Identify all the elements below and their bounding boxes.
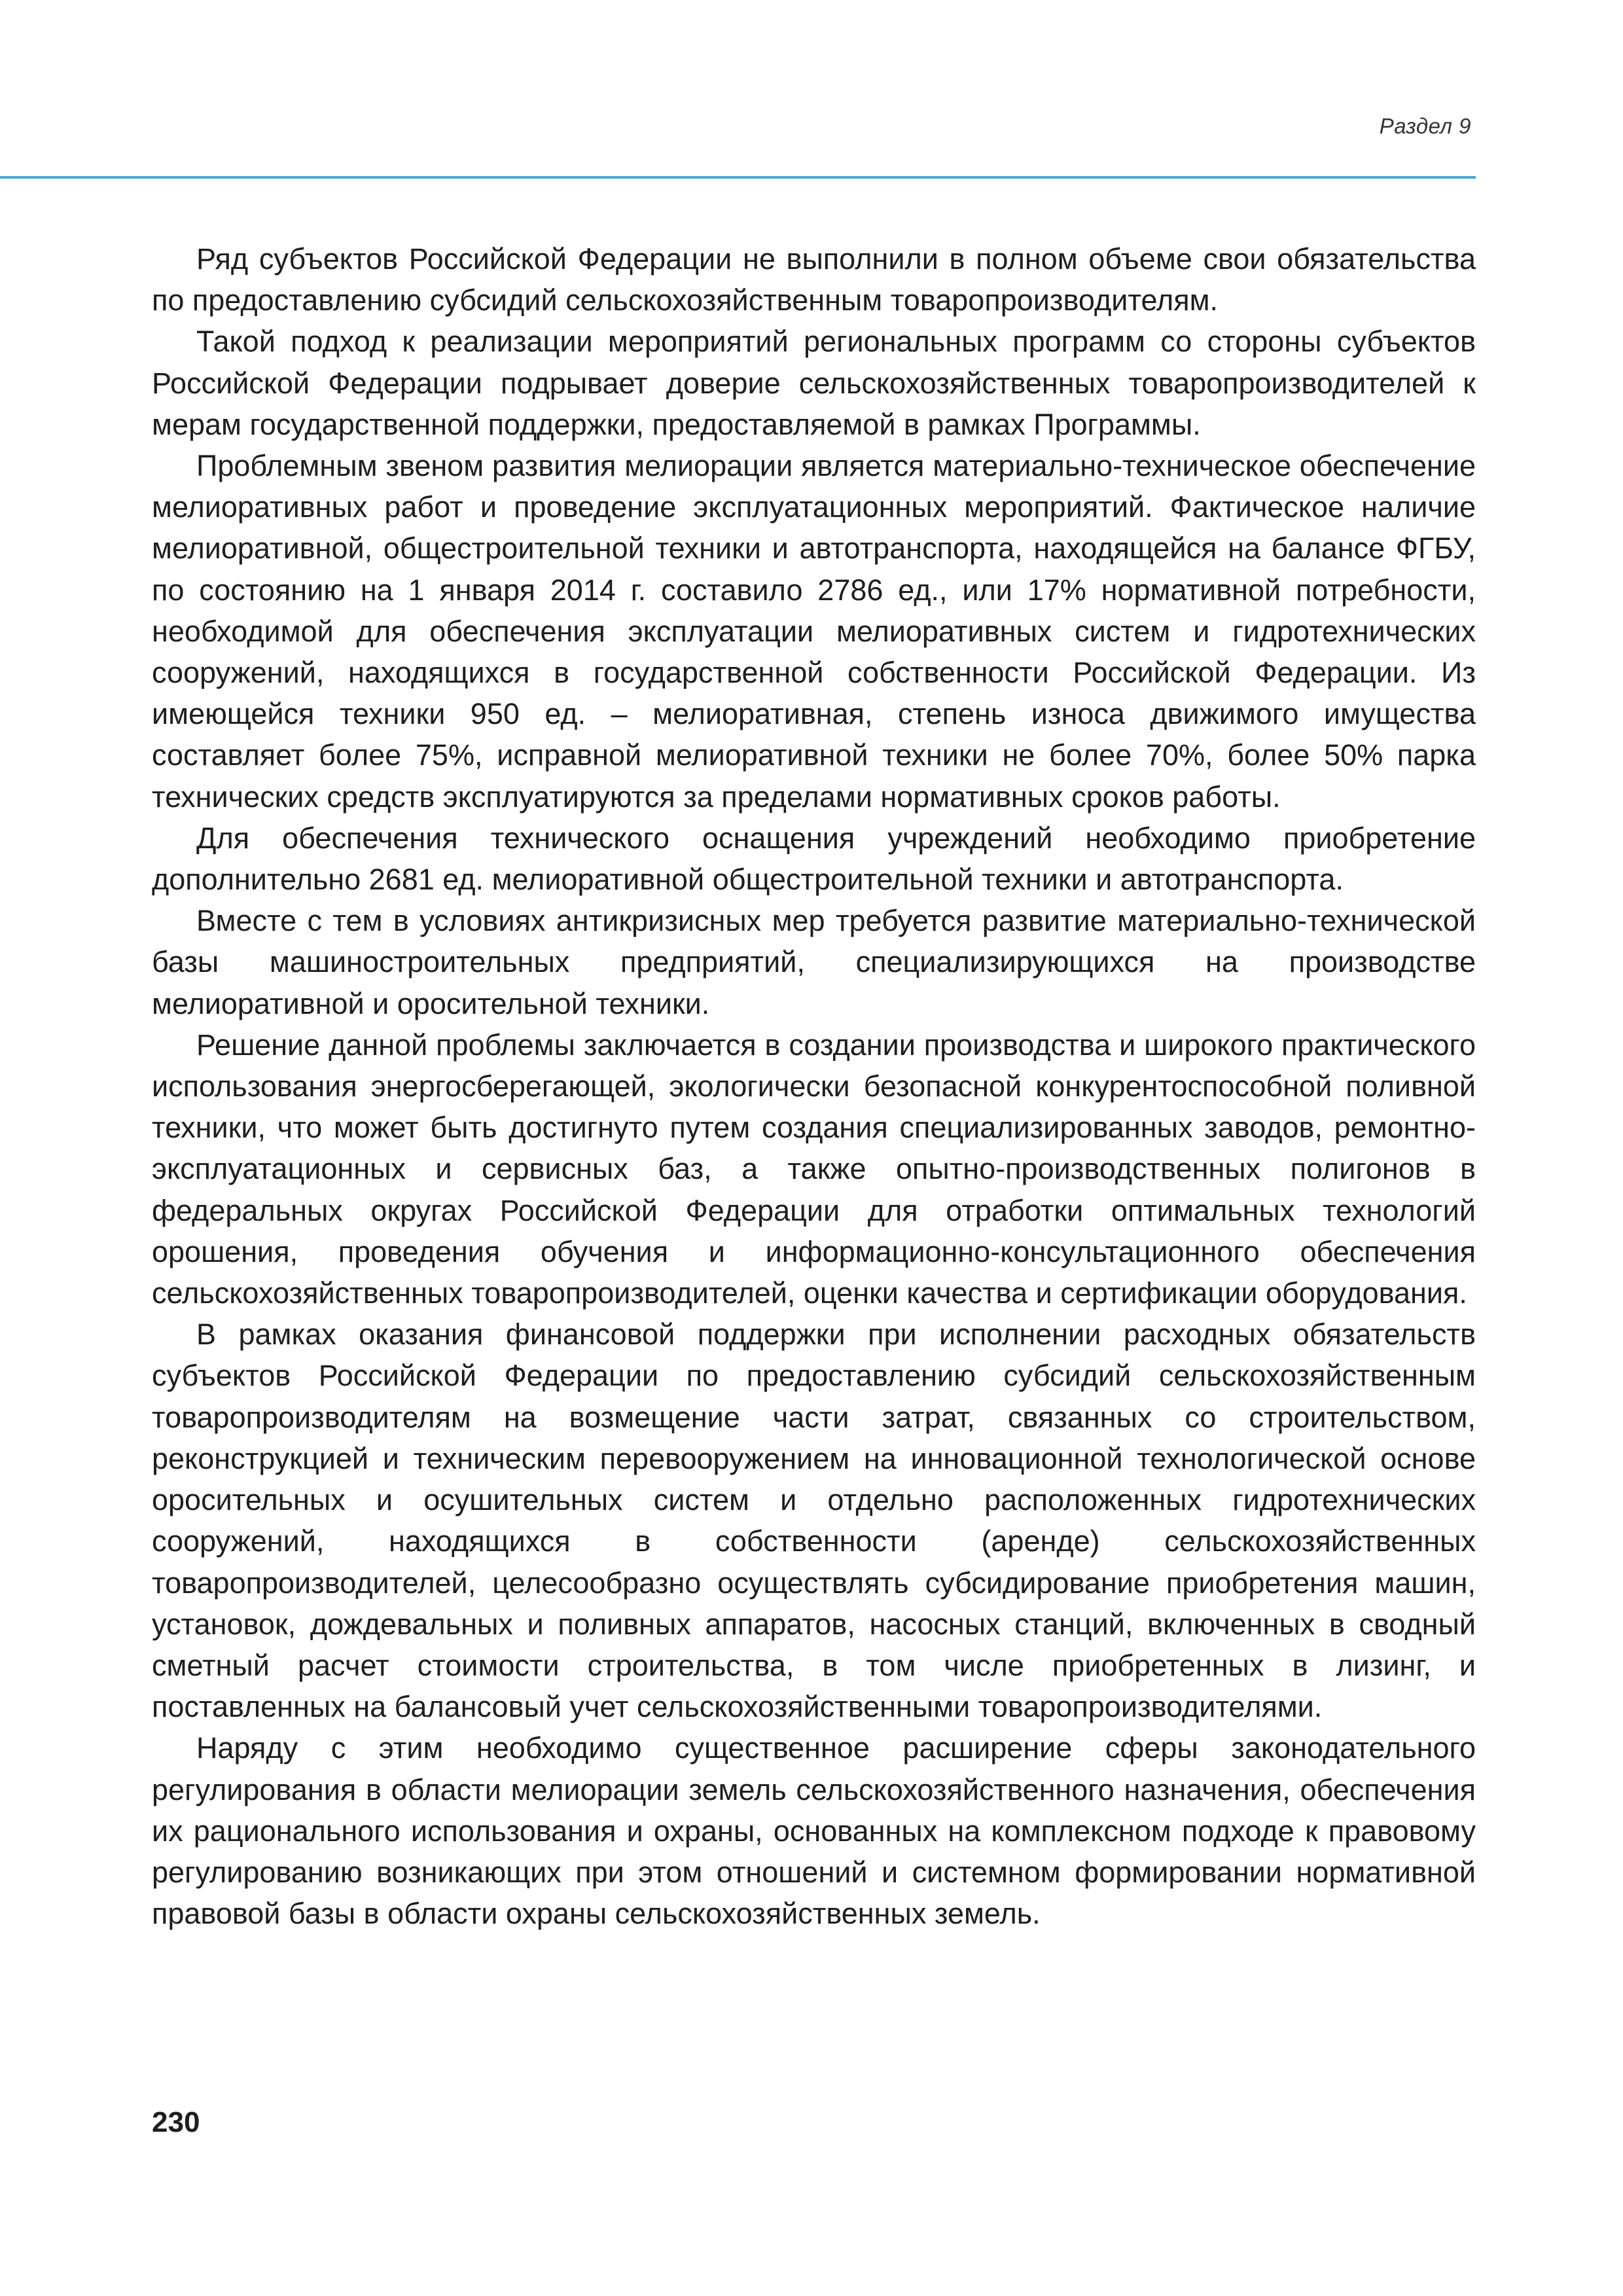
paragraph: Решение данной проблемы заключается в создании производства и широкого практического использования энергосберегающей, экологически безопасной конкурентоспособной поливной техники, что может быть достигнуто путем создания специализированных заводов, ремонтно-эксплуатационных и сервисных баз, а также опытно-производственных полигонов в федеральных округах Российской Федерации для отработки оптимальных технологий орошения, проведения обучения и информационно-консультационного обеспечения сельскохозяйственных товаропроизводителей, оценки качества и сертификации оборудования. bbox=[152, 1028, 1476, 1310]
paragraph: Вместе с тем в условиях антикризисных мер требуется развитие материально-технической базы машиностроительных предприятий, специализирующихся на производстве мелиоративной и оросительной техники. bbox=[152, 904, 1476, 1020]
paragraph: Для обеспечения технического оснащения учреждений необходимо приобретение дополнительно 2681 ед. мелиоративной общестроительной техники и автотранспорта. bbox=[152, 821, 1476, 897]
section-header: Раздел 9 bbox=[1379, 114, 1471, 138]
paragraph: Проблемным звеном развития мелиорации является материально-техническое обеспечение мелиоративных работ и проведение эксплуатационных мероприятий. Фактическое наличие мелиоративной, общестроительной техники и автотранспорта, находящейся на балансе ФГБУ, по состоянию на 1 января 2014 г. составило 2786 ед., или 17% нормативной потребности, необходимой для обеспечения эксплуатации мелиоративных систем и гидротехнических сооружений, находящихся в государственной собственности Российской Федерации. Из имеющейся техники 950 ед. – мелиоративная, степень износа движимого имущества составляет более 75%, исправной мелиоративной техники не более 70%, более 50% парка технических средств эксплуатируются за пределами нормативных сроков работы. bbox=[152, 449, 1476, 814]
paragraph: В рамках оказания финансовой поддержки при исполнении расходных обязательств субъектов Российской Федерации по предоставлению субсидий сельскохозяйственным товаропроизводителям на возмещение части затрат, связанных со строительством, реконструкцией и техническим перевооружением на инновационной технологической основе оросительных и осушительных систем и отдельно расположенных гидротехнических сооружений, находящихся в собственности (аренде) сельскохозяйственных товаропроизводителей, целесообразно осуществлять субсидирование приобретения машин, установок, дождевальных и поливных аппаратов, насосных станций, включенных в сводный сметный расчет стоимости строительства, в том числе приобретенных в лизинг, и поставленных на балансовый учет сельскохозяйственными товаропроизводителями. bbox=[152, 1318, 1476, 1724]
paragraph: Наряду с этим необходимо существенное расширение сферы законодательного регулирования в области мелиорации земель сельскохозяйственного назначения, обеспечения их рационального использования и охраны, основанных на комплексном подходе к правовому регулированию возникающих при этом отношений и системном формировании нормативной правовой базы в области охраны сельскохозяйственных земель. bbox=[152, 1731, 1476, 1931]
header-divider bbox=[0, 176, 1476, 179]
body-text bbox=[152, 238, 1476, 1934]
page-number: 230 bbox=[152, 2106, 200, 2138]
paragraph: Такой подход к реализации мероприятий региональных программ со стороны субъектов Российской Федерации подрывает доверие сельскохозяйственных товаропроизводителей к мерам государственной поддержки, предоставляемой в рамках Программы. bbox=[152, 325, 1476, 441]
paragraph: Ряд субъектов Российской Федерации не выполнили в полном объеме свои обязательства по предоставлению субсидий сельскохозяйственным товаропроизводителям. bbox=[152, 242, 1476, 317]
